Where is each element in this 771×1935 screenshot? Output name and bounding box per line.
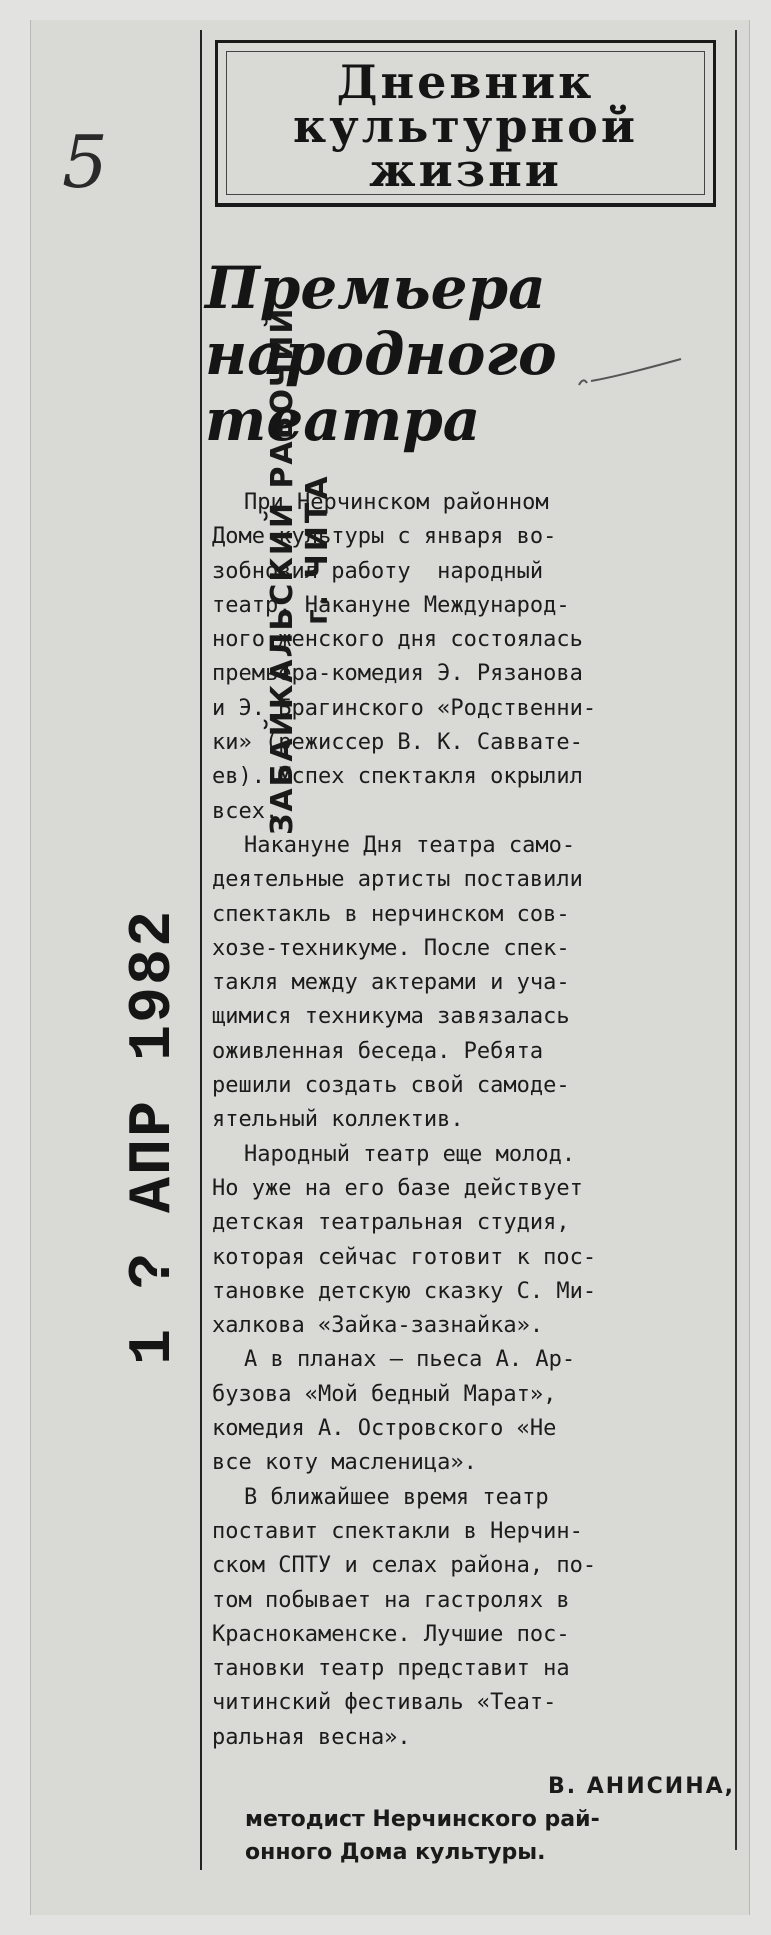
- article-line: тановке детскую сказку С. Ми-: [212, 1278, 597, 1304]
- article-line: оживленная беседа. Ребята: [212, 1038, 544, 1064]
- headline-line-3: театра: [205, 386, 481, 454]
- article-line: премьера-комедия Э. Рязанова: [212, 661, 583, 687]
- column-rule-left: [200, 30, 202, 1870]
- handwritten-page-number: 5: [62, 120, 108, 204]
- article-line: Доме культуры с января во-: [212, 524, 557, 550]
- article-signature: [245, 1770, 735, 1869]
- rubric-line-3: жизни: [369, 143, 562, 197]
- article-line: Накануне Дня театра само-: [244, 832, 576, 858]
- stamp-newspaper-name: ЗАБАЙКАЛЬСКИЙ РАБОЧИЙ: [265, 306, 300, 835]
- article-line: комедия А. Островского «Не: [212, 1416, 557, 1442]
- article-line: тановки театр представит на: [212, 1656, 570, 1682]
- signature-role-line-1: методист Нерчинского рай-: [245, 1807, 600, 1832]
- article-body: [212, 486, 727, 1755]
- rubric-line-2: культурной: [293, 99, 638, 153]
- article-line: ятельный коллектив.: [212, 1107, 464, 1133]
- headline-line-2: народного: [205, 320, 557, 388]
- article-line: зобновил работу народный: [212, 558, 544, 584]
- article-line: детская театральная студия,: [212, 1210, 570, 1236]
- rubric-inner-frame: [226, 51, 705, 195]
- rubric-box: [215, 40, 716, 207]
- article-line: ском СПТУ и селах района, по-: [212, 1553, 597, 1579]
- stamp-date: 1 ? АПР 1982: [120, 908, 188, 1365]
- article-line: ки» (режиссер В. К. Савватe-: [212, 730, 583, 756]
- article-line: Народный театр еще молод.: [244, 1141, 576, 1167]
- article-headline: [205, 255, 725, 453]
- article-line: ев). Успех спектакля окрылил: [212, 764, 583, 790]
- article-line: и Э. Брагинского «Родственни-: [212, 695, 597, 721]
- article-line: Но уже на его базе действует: [212, 1175, 583, 1201]
- article-line: решили создать свой самоде-: [212, 1073, 570, 1099]
- article-line: том побывает на гастролях в: [212, 1587, 570, 1613]
- column-rule-right: [735, 30, 737, 1850]
- article-line: все коту масленица».: [212, 1450, 477, 1476]
- article-line: ральная весна».: [212, 1724, 411, 1750]
- article-line: При Нерчинском районном: [244, 490, 549, 515]
- headline-line-1: Премьера: [205, 254, 546, 322]
- article-line: читинский фестиваль «Теат-: [212, 1690, 557, 1716]
- rubric-line-1: Дневник: [336, 55, 595, 109]
- article-line: А в планах — пьеса А. Ар-: [244, 1347, 576, 1373]
- signature-author: В. АНИСИНА,: [548, 1774, 735, 1799]
- article-line: которая сейчас готовит к пос-: [212, 1244, 597, 1270]
- article-line: хозе-техникуме. После спек-: [212, 935, 570, 961]
- article-line: Краснокаменске. Лучшие пос-: [212, 1621, 570, 1647]
- stamp-city: г. ЧИТА: [300, 473, 335, 625]
- article-line: театр. Накануне Международ-: [212, 592, 570, 618]
- article-line: щимися техникума завязалась: [212, 1004, 570, 1030]
- article-line: спектакль в нерчинском сов-: [212, 901, 570, 927]
- article-line: бузова «Мой бедный Марат»,: [212, 1381, 557, 1407]
- article-line: поставит спектакли в Нерчин-: [212, 1518, 583, 1544]
- pencil-mark-icon: [575, 355, 685, 395]
- article-line: всех.: [212, 798, 279, 824]
- article-line: халкова «Зайка-зазнайка».: [212, 1313, 544, 1339]
- article-line: деятельные артисты поставили: [212, 867, 583, 893]
- article-line: ного женского дня состоялась: [212, 627, 583, 653]
- article-line: В ближайшее время театр: [244, 1484, 549, 1510]
- article-line: такля между актерами и уча-: [212, 970, 570, 996]
- signature-role-line-2: онного Дома культуры.: [245, 1840, 546, 1865]
